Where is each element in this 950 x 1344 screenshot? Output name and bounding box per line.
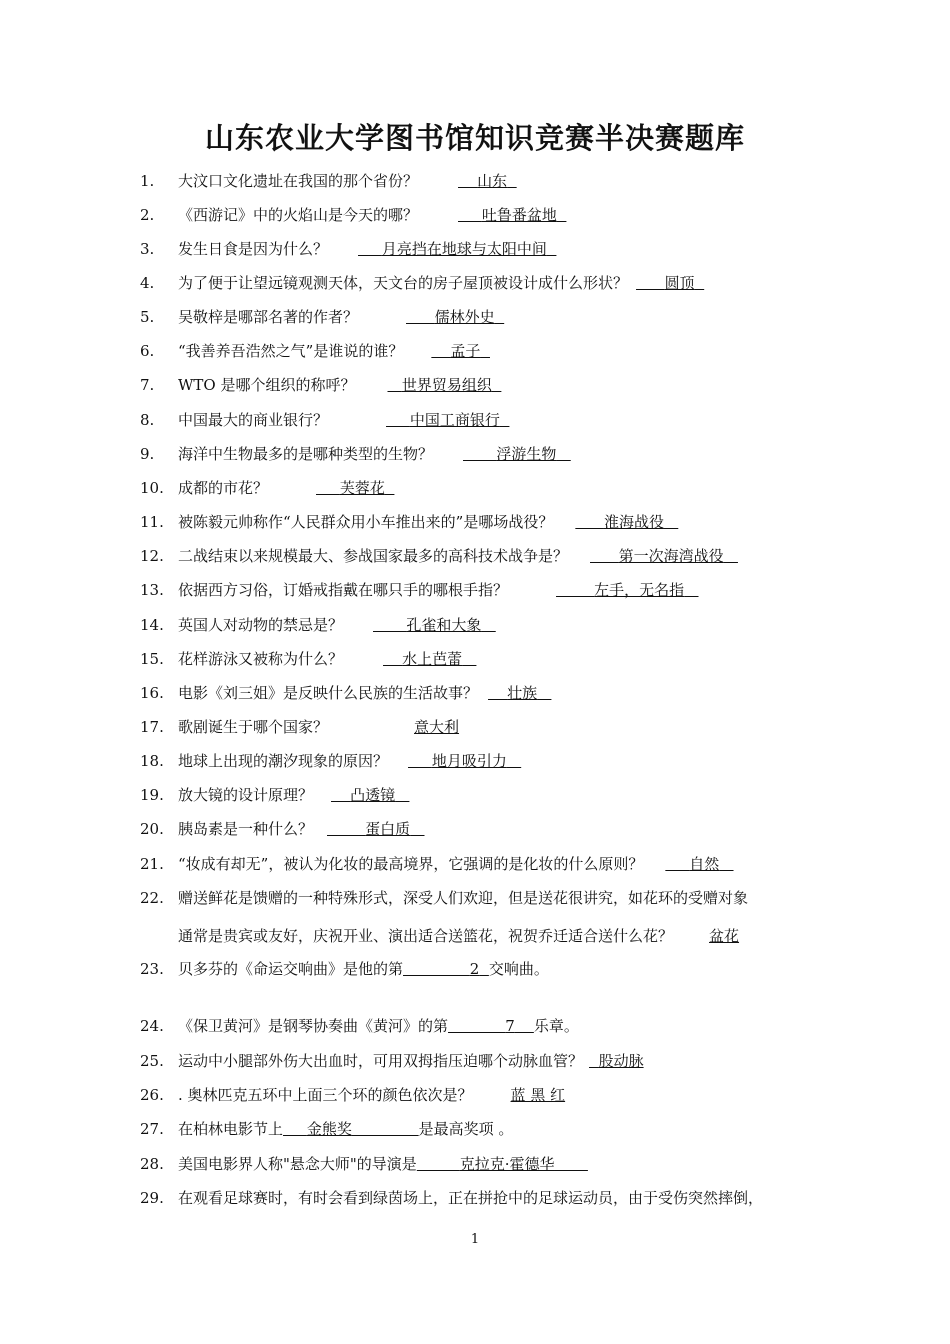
question-number: 18.: [140, 752, 164, 770]
answer: 壮族: [507, 684, 538, 702]
question-text: 海洋中生物最多的是哪种类型的生物？: [178, 445, 434, 463]
question-number: 3.: [140, 240, 155, 258]
answer: 意大利: [414, 718, 460, 736]
answer: 蓝 黑 红: [510, 1086, 566, 1104]
question-number: 10.: [140, 479, 164, 497]
answer: 孔雀和大象: [406, 616, 482, 634]
question-number: 14.: [140, 616, 164, 634]
answer: 浮游生物: [496, 445, 557, 463]
question-text: 电影《刘三姐》是反映什么民族的生活故事？: [178, 684, 479, 702]
question-text: 胰岛素是一种什么？: [178, 820, 314, 838]
question-text: . 奥林匹克五环中上面三个环的颜色依次是？: [178, 1086, 473, 1104]
question-number: 16.: [140, 684, 164, 702]
question-text: 《保卫黄河》是钢琴协奏曲《黄河》的第: [178, 1017, 449, 1035]
answer: 孟子: [450, 342, 481, 360]
answer: 地月吸引力: [431, 752, 507, 770]
answer: 圆顶: [664, 274, 695, 292]
question-number: 13.: [140, 581, 164, 599]
question-text: 放大镜的设计原理？: [178, 786, 314, 804]
question-text: 美国电影界人称"悬念大师"的导演是: [178, 1155, 417, 1173]
question-number: 20.: [140, 820, 164, 838]
question-text: 花样游泳又被称为什么？: [178, 650, 344, 668]
question-text: WTO 是哪个组织的称呼？: [178, 376, 356, 394]
question-number: 12.: [140, 547, 164, 565]
question-number: 2.: [140, 206, 155, 224]
question-number: 7.: [140, 376, 155, 394]
question-text: 发生日食是因为什么？: [178, 240, 329, 258]
question-text: 在观看足球赛时，有时会看到绿茵场上，正在拼抢中的足球运动员，由于受伤突然摔倒，: [178, 1189, 764, 1207]
question-text: 二战结束以来规模最大、参战国家最多的高科技术战争是？: [178, 547, 569, 565]
answer: 蛋白质: [365, 820, 411, 838]
answer: 月亮挡在地球与太阳中间: [381, 240, 547, 258]
question-number: 28.: [140, 1155, 164, 1173]
answer: 凸透镜: [350, 786, 396, 804]
answer: 儒林外史: [434, 308, 495, 326]
answer: 自然: [689, 855, 720, 873]
question-text: 成都的市花？: [178, 479, 269, 497]
question-number: 19.: [140, 786, 164, 804]
question-suffix: 是最高奖项 。: [418, 1120, 514, 1138]
answer: 中国工商银行: [409, 411, 500, 429]
question-number: 9.: [140, 445, 155, 463]
question-suffix: 乐章。: [533, 1017, 579, 1035]
answer: 水上芭蕾: [402, 650, 463, 668]
question-text: 地球上出现的潮汐现象的原因？: [178, 752, 389, 770]
answer: 第一次海湾战役: [618, 547, 724, 565]
question-text: 运动中小腿部外伤大出血时，可用双拇指压迫哪个动脉血管？: [178, 1052, 584, 1070]
answer: 左手，无名指: [594, 581, 685, 599]
question-text: 依据西方习俗，订婚戒指戴在哪只手的哪根手指？: [178, 581, 509, 599]
question-number: 4.: [140, 274, 155, 292]
question-suffix: 交响曲。: [488, 960, 549, 978]
question-number: 29.: [140, 1189, 164, 1207]
answer: 世界贸易组织: [401, 376, 492, 394]
question-text: “我善养吾浩然之气”是谁说的谁？: [178, 342, 404, 360]
question-number: 5.: [140, 308, 155, 326]
answer: 克拉克·霍德华: [459, 1155, 555, 1173]
answer: 芙蓉花: [339, 479, 385, 497]
answer: 金熊奖: [306, 1120, 352, 1138]
question-text: 赠送鲜花是馈赠的一种特殊形式，深受人们欢迎，但是送花很讲究，如花环的受赠对象: [178, 889, 749, 907]
question-text: 《西游记》中的火焰山是今天的哪？: [178, 206, 419, 224]
question-number: 22.: [140, 889, 164, 907]
question-text: 贝多芬的《命运交响曲》是他的第: [178, 960, 404, 978]
question-text: 英国人对动物的禁忌是？: [178, 616, 344, 634]
question-number: 27.: [140, 1120, 164, 1138]
question-number: 1.: [140, 172, 155, 190]
question-text: 中国最大的商业银行？: [178, 411, 329, 429]
question-text: 在柏林电影节上: [178, 1120, 284, 1138]
question-text: 吴敬梓是哪部名著的作者？: [178, 308, 359, 326]
question-text: 为了便于让望远镜观测天体，天文台的房子屋顶被设计成什么形状？: [178, 274, 629, 292]
answer: 7: [505, 1017, 515, 1035]
question-number: 6.: [140, 342, 155, 360]
question-text: 通常是贵宾或友好，庆祝开业、演出适合送篮花，祝贺乔迁适合送什么花？: [178, 927, 674, 945]
answer: 盆花: [709, 927, 740, 945]
question-number: 25.: [140, 1052, 164, 1070]
answer: 吐鲁番盆地: [481, 206, 557, 224]
question-text: 歌剧诞生于哪个国家？: [178, 718, 329, 736]
question-number: 23.: [140, 960, 164, 978]
page-number: 1: [470, 1232, 480, 1247]
answer: 淮海战役: [603, 513, 664, 531]
answer: 股动脉: [598, 1052, 644, 1070]
question-text: 被陈毅元帅称作“人民群众用小车推出来的”是哪场战役？: [178, 513, 554, 531]
question-number: 15.: [140, 650, 164, 668]
question-text: 大汶口文化遗址在我国的那个省份？: [178, 172, 419, 190]
answer: 山东: [477, 172, 508, 190]
answer: 2: [469, 960, 480, 978]
page-title: 山东农业大学图书馆知识竞赛半决赛题库: [204, 121, 745, 155]
question-number: 17.: [140, 718, 164, 736]
question-text: “妆成有却无”，被认为化妆的最高境界，它强调的是化妆的什么原则？: [178, 855, 644, 873]
question-number: 24.: [140, 1017, 164, 1035]
question-number: 26.: [140, 1086, 164, 1104]
question-number: 11.: [140, 513, 164, 531]
question-number: 8.: [140, 411, 155, 429]
question-number: 21.: [140, 855, 164, 873]
